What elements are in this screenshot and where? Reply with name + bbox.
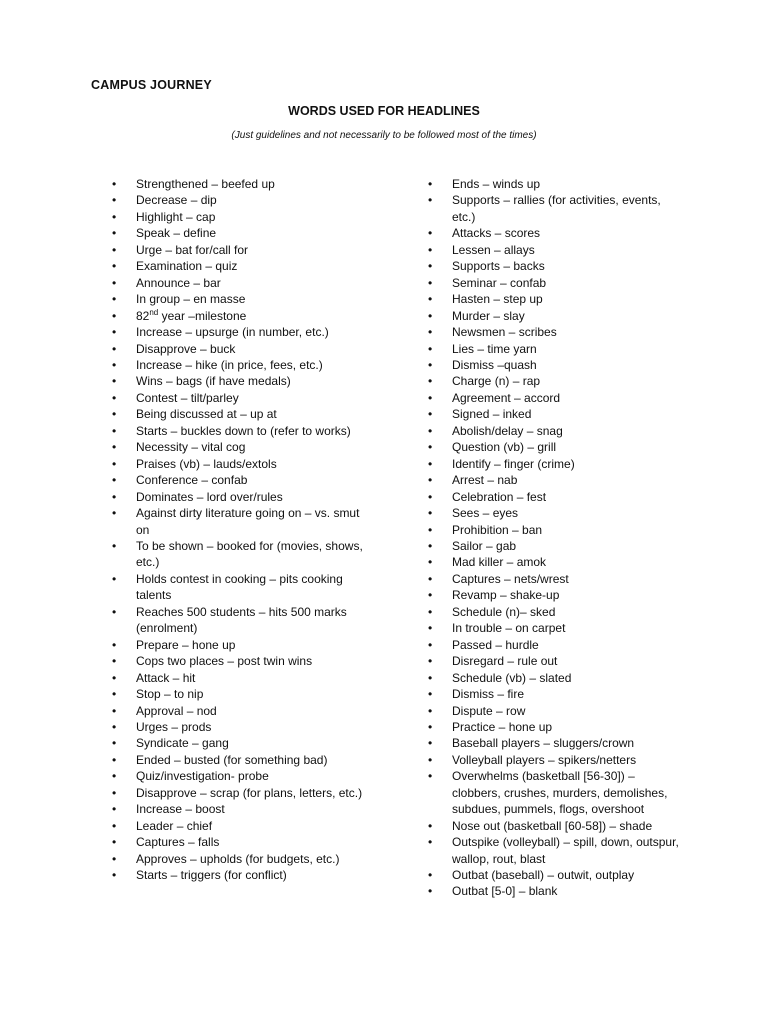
list-item-text: Passed – hurdle xyxy=(452,637,539,652)
bullet-icon: • xyxy=(428,670,433,685)
bullet-icon: • xyxy=(428,522,433,537)
list-item xyxy=(110,275,365,291)
list-item xyxy=(426,554,686,570)
bullet-icon: • xyxy=(112,308,117,323)
list-item-text: Attacks – scores xyxy=(452,226,541,241)
list-item-text: In trouble – on carpet xyxy=(452,621,566,636)
list-item xyxy=(426,275,686,291)
list-item xyxy=(110,637,365,653)
bullet-icon: • xyxy=(428,703,433,718)
bullet-icon: • xyxy=(428,374,433,389)
list-item-text: Dismiss – fire xyxy=(452,687,525,702)
list-item-text: Ended – busted (for something bad) xyxy=(136,752,328,767)
bullet-icon: • xyxy=(112,835,117,850)
list-item xyxy=(426,291,686,307)
list-item xyxy=(110,538,365,571)
list-item-text: Praises (vb) – lauds/extols xyxy=(136,456,277,471)
list-item xyxy=(426,620,686,636)
list-item xyxy=(110,373,365,389)
bullet-icon: • xyxy=(112,242,117,257)
bullet-icon: • xyxy=(112,275,117,290)
list-item xyxy=(426,834,686,867)
list-item-text: Outbat (baseball) – outwit, outplay xyxy=(452,868,635,883)
list-item xyxy=(426,571,686,587)
list-item xyxy=(110,291,365,307)
list-item-text: Sees – eyes xyxy=(452,506,519,521)
headline-words-list-right xyxy=(426,176,686,900)
list-item xyxy=(110,176,365,192)
list-item xyxy=(110,604,365,637)
bullet-icon: • xyxy=(428,637,433,652)
bullet-icon: • xyxy=(112,357,117,372)
list-item-text: Being discussed at – up at xyxy=(136,407,277,422)
list-item xyxy=(426,735,686,751)
bullet-icon: • xyxy=(428,259,433,274)
list-item-text: Sailor – gab xyxy=(452,538,517,553)
document-title: WORDS USED FOR HEADLINES xyxy=(288,104,480,118)
list-item xyxy=(426,818,686,834)
list-item-text: Wins – bags (if have medals) xyxy=(136,374,291,389)
list-item-text: Dismiss –quash xyxy=(452,357,537,372)
list-item xyxy=(110,653,365,669)
bullet-icon: • xyxy=(112,654,117,669)
list-item xyxy=(110,686,365,702)
bullet-icon: • xyxy=(112,818,117,833)
list-item-text: Announce – bar xyxy=(136,275,221,290)
list-item-text: Conference – confab xyxy=(136,473,248,488)
bullet-icon: • xyxy=(112,703,117,718)
list-item xyxy=(426,242,686,258)
list-item xyxy=(426,225,686,241)
bullet-icon: • xyxy=(428,440,433,455)
list-item-text: Overwhelms (basketball [56-30]) – clobbers, crushes, murders, demolishes, subdues, pummels, flogs, overshoot xyxy=(452,769,668,817)
list-item-text: Volleyball players – spikers/netters xyxy=(452,752,637,767)
bullet-icon: • xyxy=(112,209,117,224)
bullet-icon: • xyxy=(112,374,117,389)
list-item-text: Captures – nets/wrest xyxy=(452,571,569,586)
list-item xyxy=(110,752,365,768)
list-item xyxy=(110,209,365,225)
list-item-text: Celebration – fest xyxy=(452,489,547,504)
bullet-icon: • xyxy=(112,407,117,422)
list-item-text: Outbat [5-0] – blank xyxy=(452,884,558,899)
bullet-icon: • xyxy=(428,177,433,191)
bullet-icon: • xyxy=(428,884,433,899)
list-item-text: Reaches 500 students – hits 500 marks (enrolment) xyxy=(136,604,347,636)
list-item-text: Increase – boost xyxy=(136,802,225,817)
list-item xyxy=(110,489,365,505)
bullet-icon: • xyxy=(428,341,433,356)
list-item xyxy=(426,637,686,653)
list-item-text: Increase – hike (in price, fees, etc.) xyxy=(136,357,323,372)
list-item-text: Revamp – shake-up xyxy=(452,588,560,603)
list-item-text: Attack – hit xyxy=(136,670,196,685)
bullet-icon: • xyxy=(428,423,433,438)
bullet-icon: • xyxy=(112,752,117,767)
list-item-text: Identify – finger (crime) xyxy=(452,456,575,471)
bullet-icon: • xyxy=(428,538,433,553)
list-item xyxy=(110,801,365,817)
bullet-icon: • xyxy=(428,571,433,586)
bullet-icon: • xyxy=(112,489,117,504)
list-item xyxy=(426,719,686,735)
bullet-icon: • xyxy=(112,868,117,883)
list-item xyxy=(110,472,365,488)
bullet-icon: • xyxy=(428,835,433,850)
bullet-icon: • xyxy=(112,259,117,274)
bullet-icon: • xyxy=(112,687,117,702)
list-item-text: Nose out (basketball [60-58]) – shade xyxy=(452,818,653,833)
bullet-icon: • xyxy=(112,851,117,866)
list-item-text: Hasten – step up xyxy=(452,292,543,307)
bullet-icon: • xyxy=(428,489,433,504)
bullet-icon: • xyxy=(112,177,117,191)
bullet-icon: • xyxy=(112,341,117,356)
list-item xyxy=(426,390,686,406)
list-item xyxy=(110,851,365,867)
list-item xyxy=(110,308,365,324)
list-item-text: Mad killer – amok xyxy=(452,555,547,570)
bullet-icon: • xyxy=(112,538,117,553)
list-item xyxy=(426,522,686,538)
list-item-text: Stop – to nip xyxy=(136,687,204,702)
list-item-text: Starts – triggers (for conflict) xyxy=(136,868,287,883)
list-item xyxy=(426,192,686,225)
list-item-text: Practice – hone up xyxy=(452,719,553,734)
list-item-text: Outspike (volleyball) – spill, down, outspur, wallop, rout, blast xyxy=(452,835,679,866)
list-item-text: Disregard – rule out xyxy=(452,654,558,669)
list-item-text: Prepare – hone up xyxy=(136,637,236,652)
bullet-icon: • xyxy=(428,769,433,784)
bullet-icon: • xyxy=(112,769,117,784)
list-item xyxy=(110,423,365,439)
bullet-icon: • xyxy=(428,242,433,257)
list-item-text: Agreement – accord xyxy=(452,390,561,405)
bullet-icon: • xyxy=(112,226,117,241)
list-item-text: Captures – falls xyxy=(136,835,220,850)
list-item-text: In group – en masse xyxy=(136,292,246,307)
list-item xyxy=(426,489,686,505)
list-item-text: Urges – prods xyxy=(136,719,212,734)
bullet-icon: • xyxy=(428,456,433,471)
bullet-icon: • xyxy=(428,407,433,422)
list-item-text: Ends – winds up xyxy=(452,177,541,191)
bullet-icon: • xyxy=(428,325,433,340)
list-item-text: Against dirty literature going on – vs. smut on xyxy=(136,506,360,537)
list-item-text: Necessity – vital cog xyxy=(136,440,246,455)
list-item xyxy=(426,867,686,883)
bullet-icon: • xyxy=(112,719,117,734)
list-item xyxy=(426,324,686,340)
list-item-text: Highlight – cap xyxy=(136,209,216,224)
list-item xyxy=(110,867,365,883)
list-item-text: Prohibition – ban xyxy=(452,522,543,537)
list-item-text: Supports – backs xyxy=(452,259,545,274)
bullet-icon: • xyxy=(428,555,433,570)
list-item xyxy=(110,406,365,422)
list-item xyxy=(426,308,686,324)
list-item-text: Charge (n) – rap xyxy=(452,374,541,389)
list-item-text: Lies – time yarn xyxy=(452,341,537,356)
list-item xyxy=(110,735,365,751)
list-item-text: Lessen – allays xyxy=(452,242,535,257)
list-item xyxy=(110,505,365,538)
bullet-icon: • xyxy=(428,357,433,372)
list-item-text: Decrease – dip xyxy=(136,193,217,208)
document-note: (Just guidelines and not necessarily to be followed most of the times) xyxy=(231,130,537,141)
list-item xyxy=(110,192,365,208)
list-item xyxy=(426,357,686,373)
list-item-text: Dominates – lord over/rules xyxy=(136,489,283,504)
bullet-icon: • xyxy=(112,637,117,652)
list-item-text: Cops two places – post twin wins xyxy=(136,654,313,669)
bullet-icon: • xyxy=(112,736,117,751)
list-item-text: Baseball players – sluggers/crown xyxy=(452,736,635,751)
bullet-icon: • xyxy=(112,193,117,208)
bullet-icon: • xyxy=(112,325,117,340)
list-item-text: Abolish/delay – snag xyxy=(452,423,563,438)
list-item xyxy=(110,341,365,357)
bullet-icon: • xyxy=(112,390,117,405)
list-item-text: Holds contest in cooking – pits cooking talents xyxy=(136,571,343,603)
bullet-icon: • xyxy=(428,308,433,323)
bullet-icon: • xyxy=(112,802,117,817)
list-item xyxy=(426,686,686,702)
list-item-text: Arrest – nab xyxy=(452,473,518,488)
bullet-icon: • xyxy=(428,275,433,290)
list-item xyxy=(110,258,365,274)
list-item xyxy=(426,604,686,620)
list-item xyxy=(426,883,686,899)
list-item-text: Approves – upholds (for budgets, etc.) xyxy=(136,851,340,866)
bullet-icon: • xyxy=(112,456,117,471)
bullet-icon: • xyxy=(428,687,433,702)
list-item-text: Disapprove – scrap (for plans, letters, etc.) xyxy=(136,785,363,800)
bullet-icon: • xyxy=(112,506,117,521)
list-item xyxy=(426,373,686,389)
list-item-text: Signed – inked xyxy=(452,407,532,422)
list-item xyxy=(426,439,686,455)
bullet-icon: • xyxy=(112,473,117,488)
list-item-text: Speak – define xyxy=(136,226,217,241)
bullet-icon: • xyxy=(428,292,433,307)
organization-name: CAMPUS JOURNEY xyxy=(91,78,212,92)
list-item-text: Schedule (n)– sked xyxy=(452,604,556,619)
bullet-icon: • xyxy=(428,473,433,488)
bullet-icon: • xyxy=(428,588,433,603)
bullet-icon: • xyxy=(112,292,117,307)
bullet-icon: • xyxy=(112,571,117,586)
list-item xyxy=(426,423,686,439)
list-item xyxy=(110,390,365,406)
bullet-icon: • xyxy=(112,423,117,438)
list-item xyxy=(426,538,686,554)
list-item xyxy=(426,258,686,274)
list-item xyxy=(426,587,686,603)
bullet-icon: • xyxy=(112,785,117,800)
list-item-text: Syndicate – gang xyxy=(136,736,229,751)
list-item xyxy=(426,406,686,422)
bullet-icon: • xyxy=(428,752,433,767)
list-item xyxy=(110,225,365,241)
list-item-text: Starts – buckles down to (refer to works) xyxy=(136,423,351,438)
bullet-icon: • xyxy=(428,868,433,883)
list-item xyxy=(110,456,365,472)
list-item-text: Increase – upsurge (in number, etc.) xyxy=(136,325,329,340)
list-item xyxy=(110,357,365,373)
list-item-text: Supports – rallies (for activities, events, etc.) xyxy=(452,193,661,224)
list-item xyxy=(426,341,686,357)
list-item xyxy=(426,456,686,472)
bullet-icon: • xyxy=(428,390,433,405)
bullet-icon: • xyxy=(112,440,117,455)
list-item xyxy=(110,719,365,735)
list-item xyxy=(426,752,686,768)
list-item xyxy=(426,768,686,817)
bullet-icon: • xyxy=(428,719,433,734)
list-item-text: Newsmen – scribes xyxy=(452,325,557,340)
list-item xyxy=(110,703,365,719)
list-item xyxy=(110,439,365,455)
list-item xyxy=(426,670,686,686)
list-item-text: Examination – quiz xyxy=(136,259,238,274)
list-item xyxy=(426,703,686,719)
list-item xyxy=(426,505,686,521)
list-item xyxy=(110,571,365,604)
headline-words-list-left xyxy=(110,176,365,883)
bullet-icon: • xyxy=(112,670,117,685)
list-item-text: Quiz/investigation- probe xyxy=(136,769,269,784)
bullet-icon: • xyxy=(428,226,433,241)
list-item xyxy=(426,176,686,192)
list-item-text: Dispute – row xyxy=(452,703,526,718)
list-item-text: 82nd year –milestone xyxy=(136,307,247,323)
list-item-text: Schedule (vb) – slated xyxy=(452,670,572,685)
list-item-text: Contest – tilt/parley xyxy=(136,390,239,405)
list-item xyxy=(110,670,365,686)
list-item-text: Approval – nod xyxy=(136,703,217,718)
list-item-text: Strengthened – beefed up xyxy=(136,177,275,191)
list-item xyxy=(110,242,365,258)
list-item-text: Question (vb) – grill xyxy=(452,440,557,455)
list-item xyxy=(110,818,365,834)
list-item xyxy=(426,472,686,488)
list-item-text: Murder – slay xyxy=(452,308,525,323)
list-item xyxy=(110,834,365,850)
list-item-text: To be shown – booked for (movies, shows, etc.) xyxy=(136,538,363,570)
bullet-icon: • xyxy=(428,736,433,751)
bullet-icon: • xyxy=(428,818,433,833)
list-item xyxy=(110,768,365,784)
bullet-icon: • xyxy=(428,621,433,636)
list-item-text: Urge – bat for/call for xyxy=(136,242,249,257)
bullet-icon: • xyxy=(428,193,433,208)
list-item-text: Seminar – confab xyxy=(452,275,547,290)
bullet-icon: • xyxy=(428,654,433,669)
list-item xyxy=(110,785,365,801)
bullet-icon: • xyxy=(428,506,433,521)
list-item-text: Leader – chief xyxy=(136,818,213,833)
list-item xyxy=(110,324,365,340)
list-item-text: Disapprove – buck xyxy=(136,341,236,356)
bullet-icon: • xyxy=(428,604,433,619)
list-item xyxy=(426,653,686,669)
bullet-icon: • xyxy=(112,604,117,619)
